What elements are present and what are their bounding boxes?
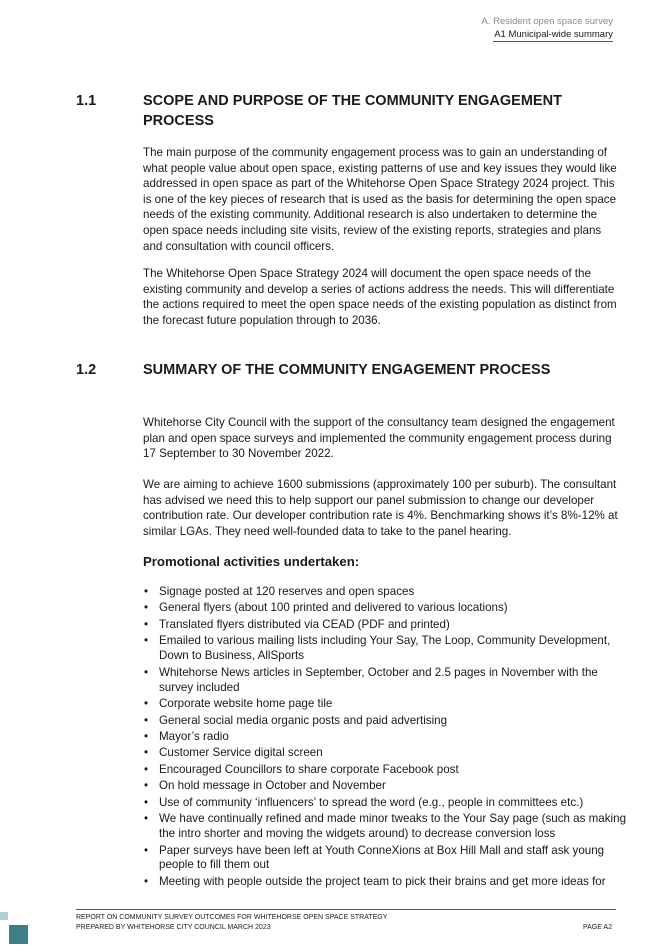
list-item: • Signage posted at 120 reserves and open spaces (143, 585, 633, 600)
corner-decoration-icon (0, 912, 30, 946)
list-item: • General social media organic posts and paid advertising (143, 714, 633, 729)
list-item: • Meeting with people outside the project team to pick their brains and get more ideas for (143, 875, 633, 890)
section-title-summary: SUMMARY OF THE COMMUNITY ENGAGEMENT PROCESS (143, 362, 551, 378)
header-section-label: A. Resident open space survey (481, 16, 613, 27)
section-number-1-1: 1.1 (76, 93, 97, 109)
paragraph-submissions-target: We are aiming to achieve 1600 submissions (approximately 100 per suburb). The consultant has advised we need this to help support our panel submission to change our developer contribution rate. Our developer contribution rate is 4%. Benchmarking shows it’s 8%-12% at similar LGAs. They need well-founded data to take to the panel hearing. (143, 478, 618, 538)
footer-report-title: REPORT ON COMMUNITY SURVEY OUTCOMES FOR WHITEHORSE OPEN SPACE STRATEGY (76, 914, 388, 921)
section-title-scope: SCOPE AND PURPOSE OF THE COMMUNITY ENGAGEMENT PROCESS (143, 93, 562, 129)
list-item: • Whitehorse News articles in September, October and 2.5 pages in November with the survey included (143, 666, 633, 696)
list-item: • Use of community ‘influencers’ to spread the word (e.g., people in committees etc.) (143, 796, 633, 811)
paragraph-strategy-2024: The Whitehorse Open Space Strategy 2024 will document the open space needs of the existing community and develop a series of actions address the needs. This will differentiate the actions required to meet the open space needs of the existing population as distinct from the forecast future population through to 2036. (143, 267, 617, 327)
footer-prepared-by: PREPARED BY WHITEHORSE CITY COUNCIL MARCH 2023 (76, 923, 271, 931)
list-item: • Emailed to various mailing lists including Your Say, The Loop, Community Development, Down to Business, AllSports (143, 634, 633, 664)
section-number-1-2: 1.2 (76, 362, 97, 378)
list-item: • We have continually refined and made minor tweaks to the Your Say page (such as making the intro shorter and moving the widgets around) to decrease conversion loss (143, 812, 633, 842)
list-item: • On hold message in October and November (143, 779, 633, 794)
header-subsection-label: A1 Municipal-wide summary (494, 29, 613, 40)
footer-report-info (76, 913, 387, 932)
list-item: • Mayor’s radio (143, 730, 633, 745)
deco-square-dark (9, 925, 28, 944)
footer-divider (76, 909, 616, 910)
paragraph-main-purpose: The main purpose of the community engagement process was to gain an understanding of what people value about open space, existing patterns of use and key issues they would like addressed in open space as part of the Whitehorse Open Space Strategy 2024 project. This is one of the key pieces of research that is used as the basis for determining the open space needs of the existing community. Additional research is also undertaken to determine the open space needs including site visits, review of the existing reports, strategies and plans and consultation with council officers. (143, 146, 617, 253)
list-item: • Encouraged Councillors to share corporate Facebook post (143, 763, 633, 778)
running-header (482, 15, 614, 41)
list-item: • Corporate website home page tile (143, 697, 633, 712)
list-item: • General flyers (about 100 printed and delivered to various locations) (143, 601, 633, 616)
list-item: • Translated flyers distributed via CEAD (PDF and printed) (143, 618, 633, 633)
promotional-activities-heading: Promotional activities undertaken: (143, 554, 360, 569)
list-item: • Customer Service digital screen (143, 746, 633, 761)
list-item: • Paper surveys have been left at Youth ConneXions at Box Hill Mall and staff ask young people to fill them out (143, 844, 633, 874)
page-number: PAGE A2 (582, 924, 612, 931)
deco-square-light (0, 912, 8, 920)
paragraph-council-support: Whitehorse City Council with the support of the consultancy team designed the engagement plan and open space surveys and implemented the community engagement process during 17 September to 30 November 2022. (143, 416, 615, 461)
header-divider (493, 41, 613, 42)
promotional-activities-list (143, 585, 633, 891)
